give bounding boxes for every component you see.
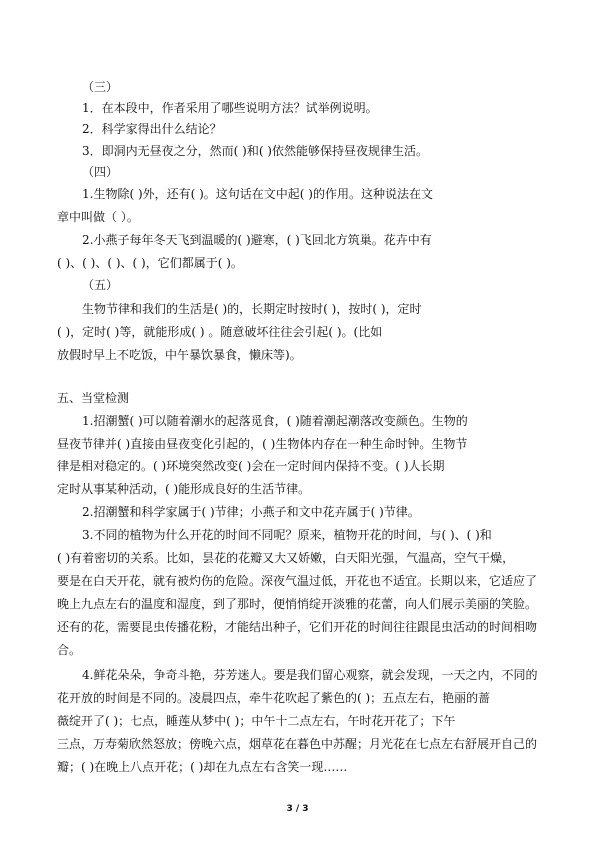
page-number: 3 / 3: [286, 804, 309, 814]
section-4-question-2-line-2: ( )、( )、( )、( )，它们都属于( )。: [57, 256, 243, 270]
section-5-heading: （五）: [82, 278, 119, 292]
test-question-4-line-5: 瓣；( )在晚上八点开花；( )却在九点左右含笑一现……: [57, 760, 348, 774]
section-3-heading: （三）: [82, 80, 119, 94]
test-question-1-line-2: 昼夜节律并( )直接由昼夜变化引起的，( )生物体内存在一种生命时钟。生物节: [57, 437, 468, 451]
test-question-3-line-1: 3.不同的植物为什么开花的时间不同呢？原来，植物开花的时间，与( )、( )和: [82, 528, 492, 542]
section-5-line-2: ( )，定时( )等，就能形成( ) 。随意破坏往往会引起( )。(比如: [57, 325, 383, 339]
test-question-4-line-2: 花开放的时间是不同的。凌晨四点，牵牛花吹起了紫色的( )；五点左右，艳丽的蔷: [57, 691, 491, 705]
test-question-3-line-2: ( )有着密切的关系。比如，昙花的花瓣又大又娇嫩，白天阳光强，气温高，空气干燥，: [57, 551, 515, 565]
test-question-1-line-4: 定时从事某种活动，( )能形成良好的生活节律。: [57, 482, 311, 496]
section-3-question-1: 1．在本段中，作者采用了哪些说明方法？试举例说明。: [82, 101, 378, 115]
test-question-2: 2.招潮蟹和科学家属于( )节律；小燕子和文中花卉属于( )节律。: [82, 505, 420, 519]
test-question-1-line-3: 律是相对稳定的。( )环境突然改变( )会在一定时间内保持不变。( )人长期: [57, 459, 445, 473]
section-5-line-3: 放假时早上不吃饭，中午暴饮暴食，懒床等)。: [57, 348, 302, 362]
test-question-3-line-4: 晚上九点左右的温度和湿度，到了那时，便悄悄绽开淡雅的花蕾，向人们展示美丽的笑脸。: [57, 597, 538, 611]
section-4-question-1-line-2: 章中叫做（ ）。: [57, 210, 139, 224]
test-question-4-line-1: 4.鲜花朵朵，争奇斗艳，芬芳迷人。要是我们留心观察，就会发现，一天之内，不同的: [82, 668, 538, 682]
test-question-3-line-5: 还有的花，需要昆虫传播花粉，才能结出种子，它们开花的时间往往跟昆虫活动的时间相吻: [57, 620, 538, 634]
test-question-4-line-3: 薇绽开了( )；七点，睡莲从梦中( )；中午十二点左右，午时花开花了；下午: [57, 714, 456, 728]
test-question-3-line-6: 合。: [57, 643, 82, 657]
test-question-3-line-3: 要是在白天开花，就有被灼伤的危险。深夜气温过低，开花也不适宜。长期以来，它适应了: [57, 574, 538, 588]
section-4-heading: （四）: [82, 165, 119, 179]
section-4-question-2-line-1: 2.小燕子每年冬天飞到温暖的( )避寒，( )飞回北方筑巢。花卉中有: [82, 233, 432, 247]
section-4-question-1-line-1: 1.生物除( )外，还有( )。这句话在文中起( )的作用。这种说法在文: [82, 187, 433, 201]
test-question-4-line-4: 三点，万寿菊欣然怒放；傍晚六点，烟草花在暮色中苏醒；月光花在七点左右舒展开自己的: [57, 737, 538, 751]
section-3-question-3: 3．即洞内无昼夜之分，然而( )和( )依然能够保持昼夜规律生活。: [82, 144, 428, 158]
section-3-question-2: 2．科学家得出什么结论？: [82, 122, 222, 136]
section-5-line-1: 生物节律和我们的生活是( )的，长期定时按时( )，按时( )，定时: [82, 302, 422, 316]
test-question-1-line-1: 1.招潮蟹( )可以随着潮水的起落觅食，( )随着潮起潮落改变颜色。生物的: [82, 414, 468, 428]
test-heading: 五、当堂检测: [57, 391, 130, 405]
